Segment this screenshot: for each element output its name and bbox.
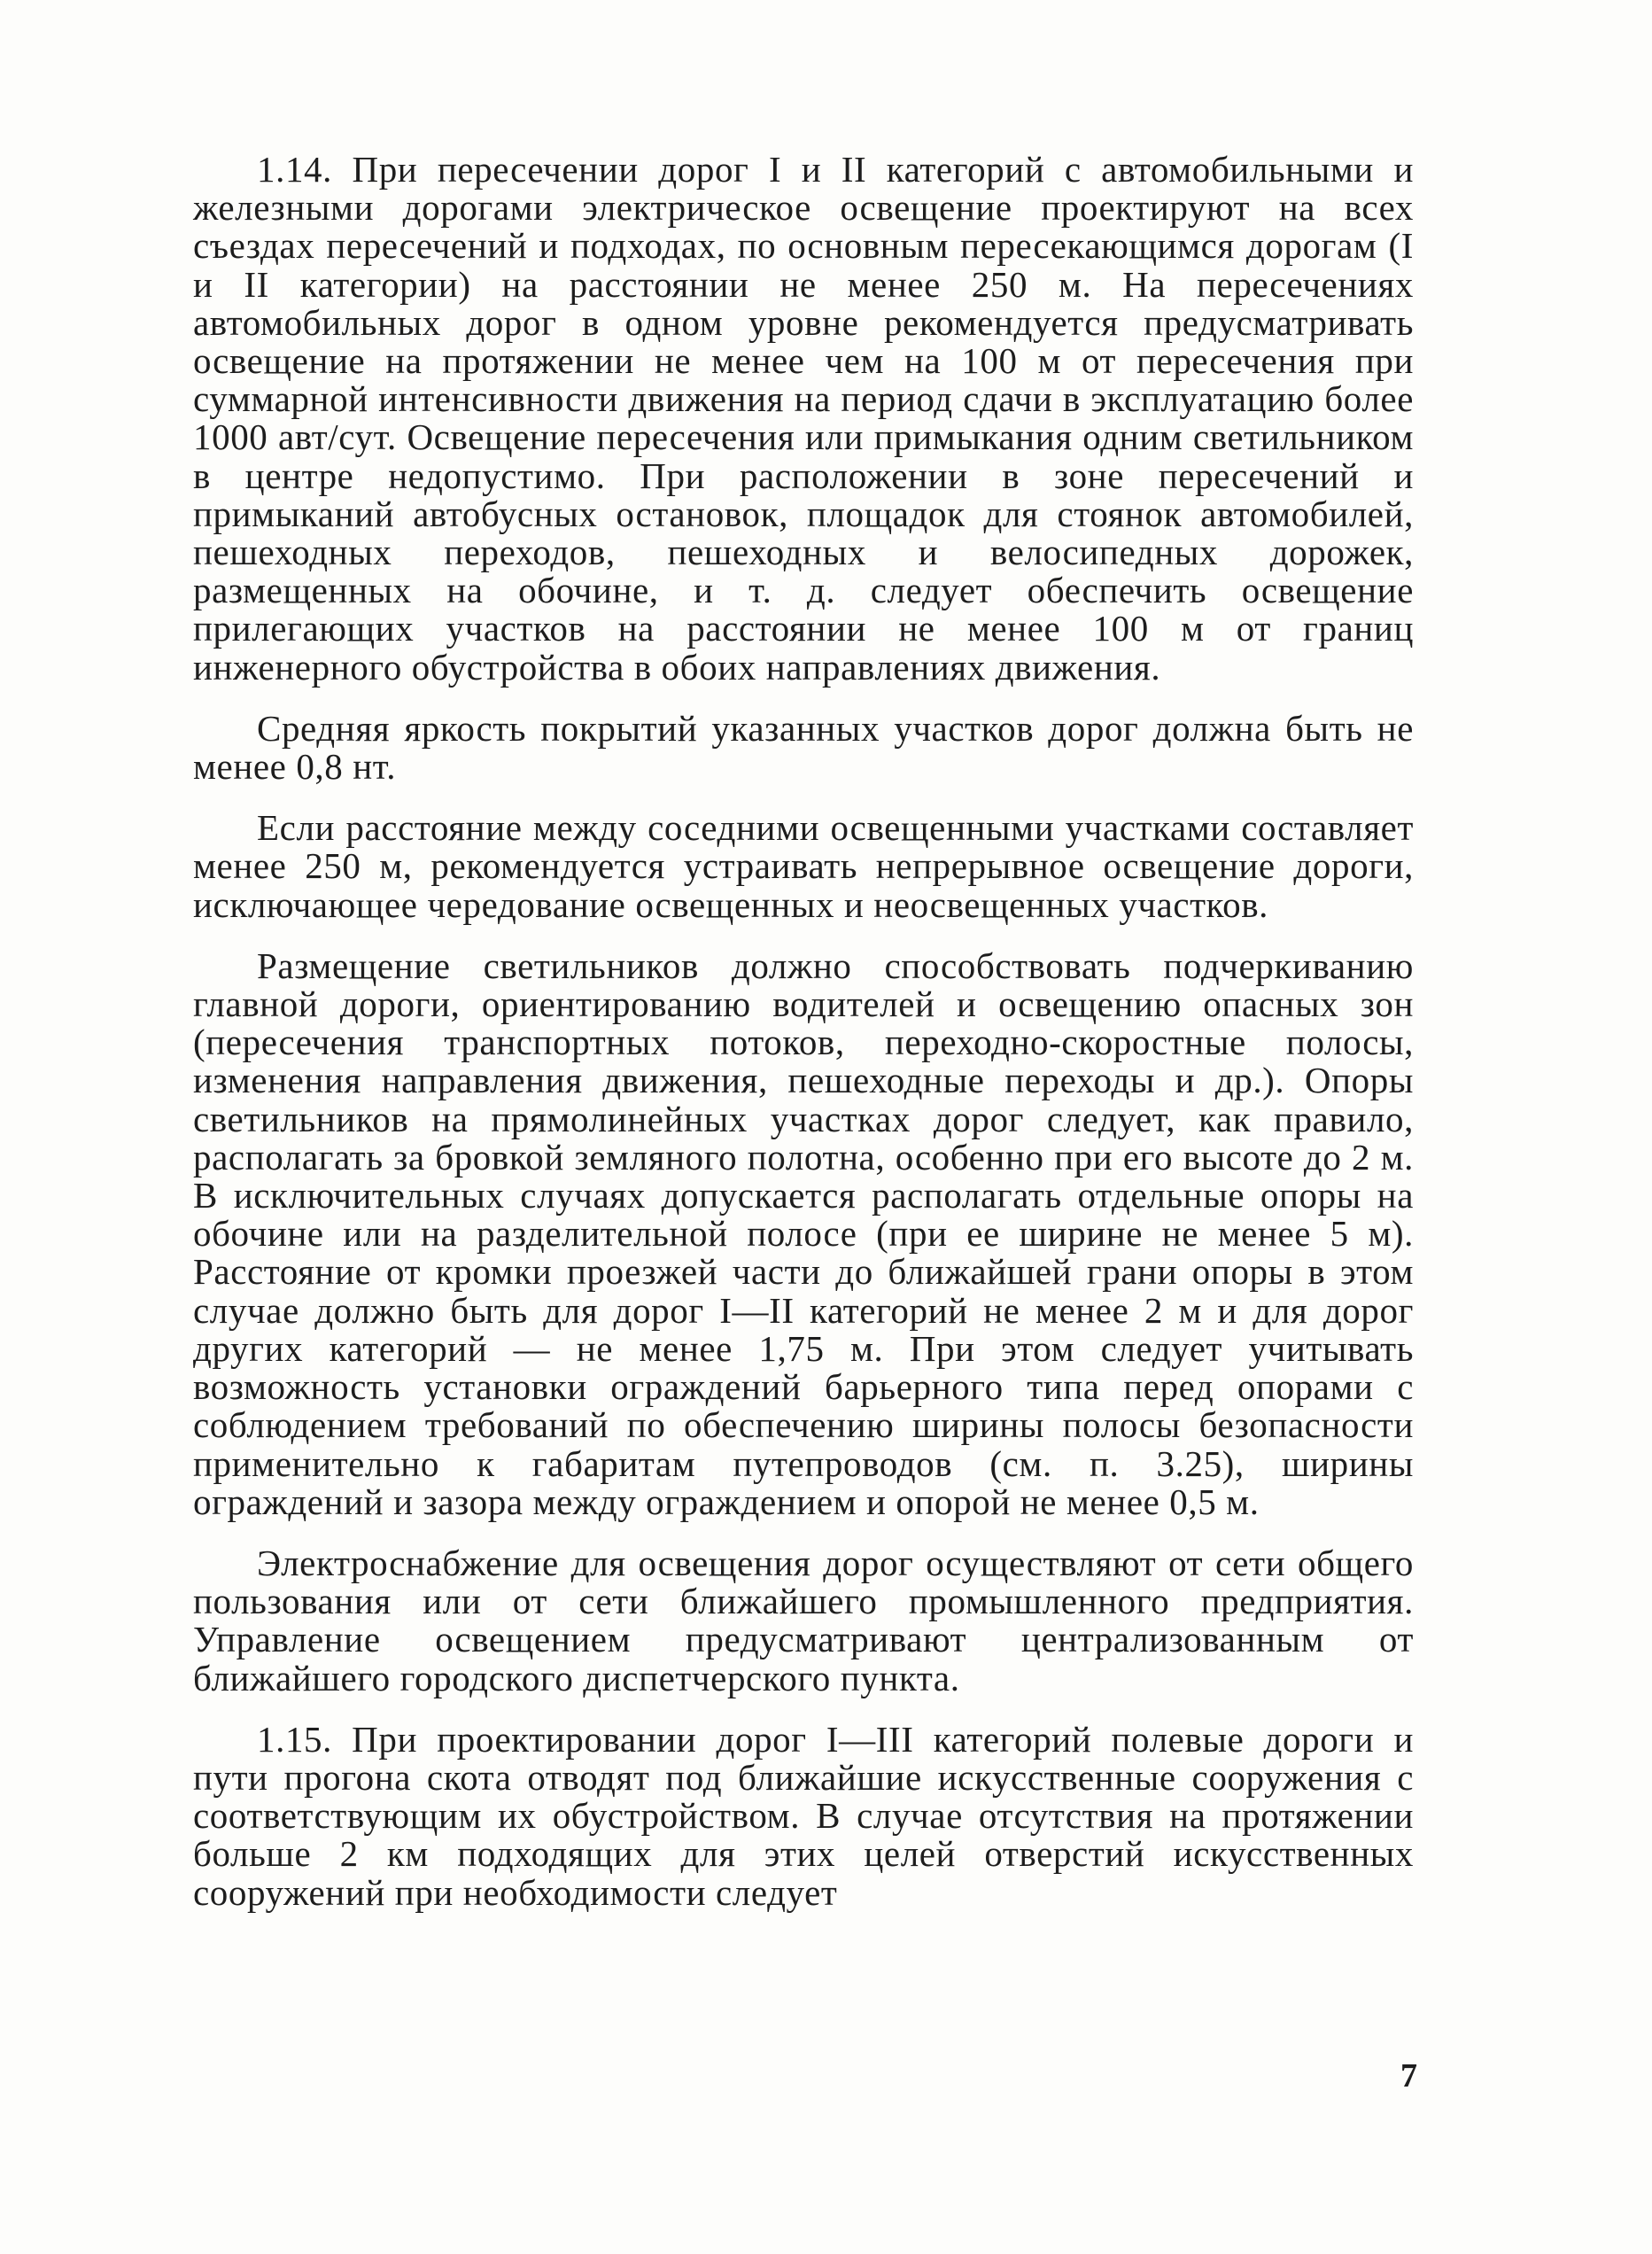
paragraph-1-15: 1.15. При проектировании дорог I—III категорий полевые дороги и пути прогона скота отводят под ближайшие искусственные сооружения с соответствующим их обустройством. В случае отсутствия на протяжении больше 2 км подходящих для этих целей отверстий искусственных сооружений при необходимости следует <box>193 1718 1414 1913</box>
body-text <box>193 151 1414 1912</box>
paragraph-power-supply: Электроснабжение для освещения дорог осуществляют от сети общего пользования или от сети ближайшего промышленного предприятия. Управление освещением предусматривают централизованным от ближайшего городского диспетчерского пункта. <box>193 1542 1414 1698</box>
page-number: 7 <box>1400 2057 1417 2095</box>
paragraph-1-14: 1.14. При пересечении дорог I и II категорий с автомобильными и железными дорогами электрическое освещение проектируют на всех съездах пересечений и подходах, по основным пересекающимся дорогам (I и II категории) на расстоянии не менее 250 м. На пересечениях автомобильных дорог в одном уровне рекомендуется предусматривать освещение на протяжении не менее чем на 100 м от пересечения при суммарной интенсивности движения на период сдачи в эксплуатацию более 1000 авт/сут. Освещение пересечения или примыкания одним светильником в центре недопустимо. При расположении в зоне пересечений и примыканий автобусных остановок, площадок для стоянок автомобилей, пешеходных переходов, пешеходных и велосипедных дорожек, размещенных на обочине, и т. д. следует обеспечить освещение прилегающих участков на расстоянии не менее 100 м от границ инженерного обустройства в обоих направлениях движения. <box>193 149 1414 688</box>
paragraph-luminaire-placement: Размещение светильников должно способствовать подчеркиванию главной дороги, ориентированию водителей и освещению опасных зон (пересечения транспортных потоков, переходно-скоростные полосы, изменения направления движения, пешеходные переходы и др.). Опоры светильников на прямолинейных участках дорог следует, как правило, располагать за бровкой земляного полотна, особенно при его высоте до 2 м. В исключительных случаях допускается располагать отдельные опоры на обочине или на разделительной полосе (при ее ширине не менее 5 м). Расстояние от кромки проезжей части до ближайшей грани опоры в этом случае должно быть для дорог I—II категорий не менее 2 м и для дорог других категорий — не менее 1,75 м. При этом следует учитывать возможность установки ограждений барьерного типа перед опорами с соблюдением требований по обеспечению ширины полосы безопасности применительно к габаритам путепроводов (см. п. 3.25), ширины ограждений и зазора между ограждением и опорой не менее 0,5 м. <box>193 944 1414 1522</box>
paragraph-brightness: Средняя яркость покрытий указанных участков дорог должна быть не менее 0,8 нт. <box>193 707 1414 788</box>
paragraph-continuous-lighting: Если расстояние между соседними освещенными участками составляет менее 250 м, рекомендуется устраивать непрерывное освещение дороги, исключающее чередование освещенных и неосвещенных участков. <box>193 807 1414 925</box>
